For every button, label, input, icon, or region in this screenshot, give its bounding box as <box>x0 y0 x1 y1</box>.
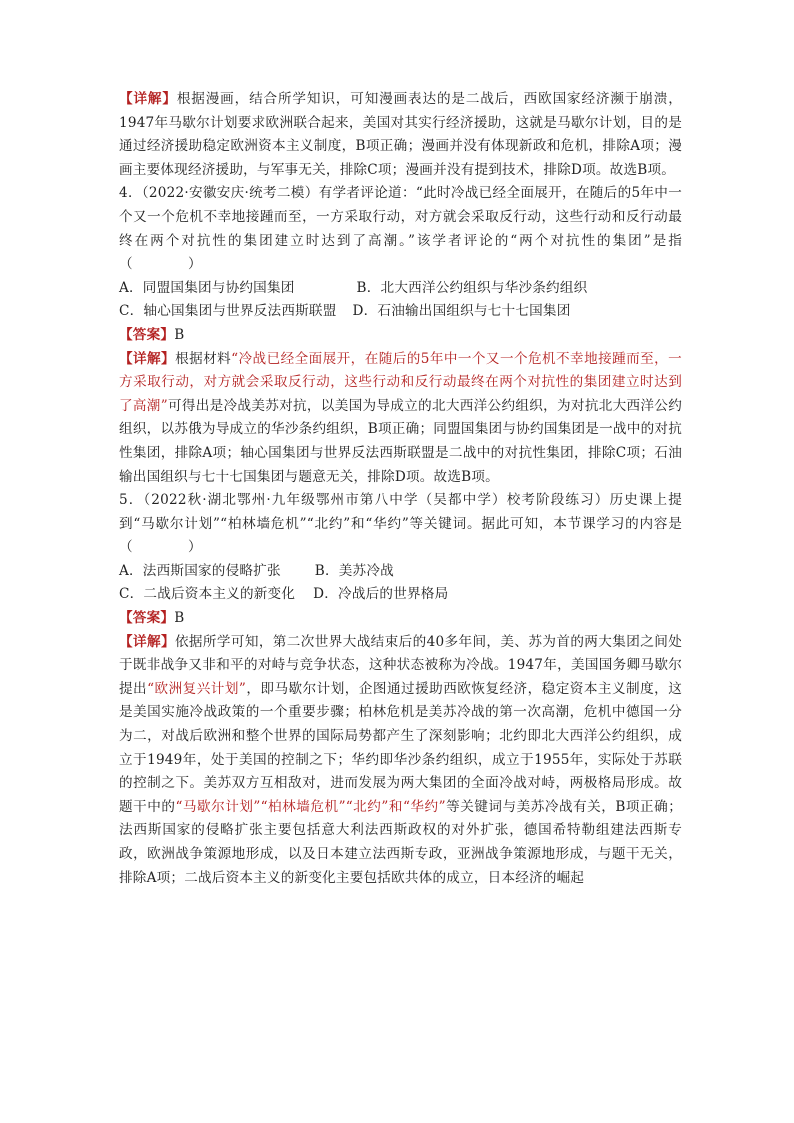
q4-options-row-1 <box>119 277 682 301</box>
q4-option-d: D．石油输出国组织与七十七国集团 <box>352 303 571 320</box>
explain-quote-2: “马歇尔计划”“柏林墙危机”“北约”和“华约” <box>175 798 446 815</box>
q5-option-c: C．二战后资本主义的新变化 <box>119 586 296 603</box>
q4-option-a: A．同盟国集团与协约国集团 <box>119 279 295 296</box>
explain-post: 可得出是冷战美苏对抗，以美国为导成立的北大西洋公约组织，为对抗北大西洋公约组织，以苏俄为导成立的华沙条约组织，B项正确；同盟国集团与协约国集团是一战中的对抗性集团，排除A项；轴心国集团与世界反法西斯联盟是二战中的对抗性集团，排除C项；石油输出国组织与七十七国集团与题意无关，排除D项。故选B项。 <box>119 397 682 485</box>
q4-stem: 4．（2022·安徽安庆·统考二模）有学者评论道：“此时冷战已经全面展开，在随后的5年中一个又一个危机不幸地接踵而至，一方采取行动，对方就会采取反行动，这些行动和反行动最终在两个对抗性的集团建立时达到了高潮。”该学者评论的“两个对抗性的集团”是指（ ） <box>119 185 682 273</box>
explain-text: 根据漫画，结合所学知识，可知漫画表达的是二战后，西欧国家经济濒于崩溃，1947年马歇尔计划要求欧洲联合起来，美国对其实行经济援助，这就是马歇尔计划，目的是通过经济援助稳定欧洲资本主义制度，B项正确；漫画并没有体现新政和危机，排除A项；漫画主要体现经济援助，与军事无关，排除C项；漫画并没有提到技术，排除D项。故选B项。 <box>119 91 682 178</box>
q5-option-b: B．美苏冷战 <box>314 562 394 579</box>
explain-part-1: 依据所学可知，第二次世界大战结束后的40多年间，美、苏为首的两大集团之间处于既非战争又非和平的对峙与竞争状态，这种状态被称为冷战。1947年，美国国务卿马歇尔提出 <box>119 633 682 697</box>
answer-tag: 【答案】 <box>119 326 175 343</box>
explain-tag: 【详解】 <box>119 91 177 107</box>
answer-tag: 【答案】 <box>119 610 175 627</box>
q4-option-b: B．北大西洋公约组织与华沙条约组织 <box>356 279 588 296</box>
q5-options-row-1 <box>119 560 682 584</box>
explain-quote: “冷战已经全面展开，在随后的5年中一个又一个危机不幸地接踵而至，一方采取行动，对方就会采取反行动，这些行动和反行动最终在两个对抗性的集团建立时达到了高潮” <box>119 350 682 414</box>
explain-quote-1: “欧洲复兴计划” <box>147 680 247 697</box>
q4-explanation <box>119 348 682 490</box>
explain-tag: 【详解】 <box>119 633 175 650</box>
explain-pre: 根据材料 <box>175 350 232 367</box>
q3-explanation <box>119 88 682 182</box>
q4-options-row-2 <box>119 300 682 324</box>
q4-option-c: C．轴心国集团与世界反法西斯联盟 <box>119 303 337 320</box>
q5-option-d: D．冷战后的世界格局 <box>313 586 449 603</box>
q4-answer <box>119 324 682 348</box>
q5-stem: 5．（2022秋·湖北鄂州·九年级鄂州市第八中学（吴都中学）校考阶段练习）历史课上提到“马歇尔计划”“柏林墙危机”“北约”和“华约”等关键词。据此可知，本节课学习的内容是（ ） <box>119 492 682 556</box>
q5-explanation <box>119 631 682 891</box>
explain-part-2: ，即马歇尔计划，企图通过援助西欧恢复经济，稳定资本主义制度，这是美国实施冷战政策的一个重要步骤；柏林危机是美苏冷战的第一次高潮，危机中德国一分为二，对战后欧洲和整个世界的国际局势都产生了深刻影响；北约即北大西洋公约组织，成立于1949年，处于美国的控制之下；华约即华沙条约组织，成立于1955年，实际处于苏联的控制之下。美苏双方互相敌对，进而发展为两大集团的全面冷战对峙，两极格局形成。故题干中的 <box>119 680 683 815</box>
explain-part-3: 等关键词与美苏冷战有关，B项正确；法西斯国家的侵略扩张主要包括意大利法西斯政权的对外扩张，德国希特勒组建法西斯专政，欧洲战争策源地形成，以及日本建立法西斯专政，亚洲战争策源地形成，与题干无关，排除A项；二战后资本主义的新变化主要包括欧共体的成立，日本经济的崛起 <box>119 798 682 886</box>
explain-tag: 【详解】 <box>119 350 176 367</box>
q5-options-row-2 <box>119 583 682 607</box>
q5-answer <box>119 607 682 631</box>
q5-option-a: A．法西斯国家的侵略扩张 <box>119 562 281 579</box>
answer-value: B <box>174 326 185 343</box>
answer-value: B <box>174 610 185 627</box>
